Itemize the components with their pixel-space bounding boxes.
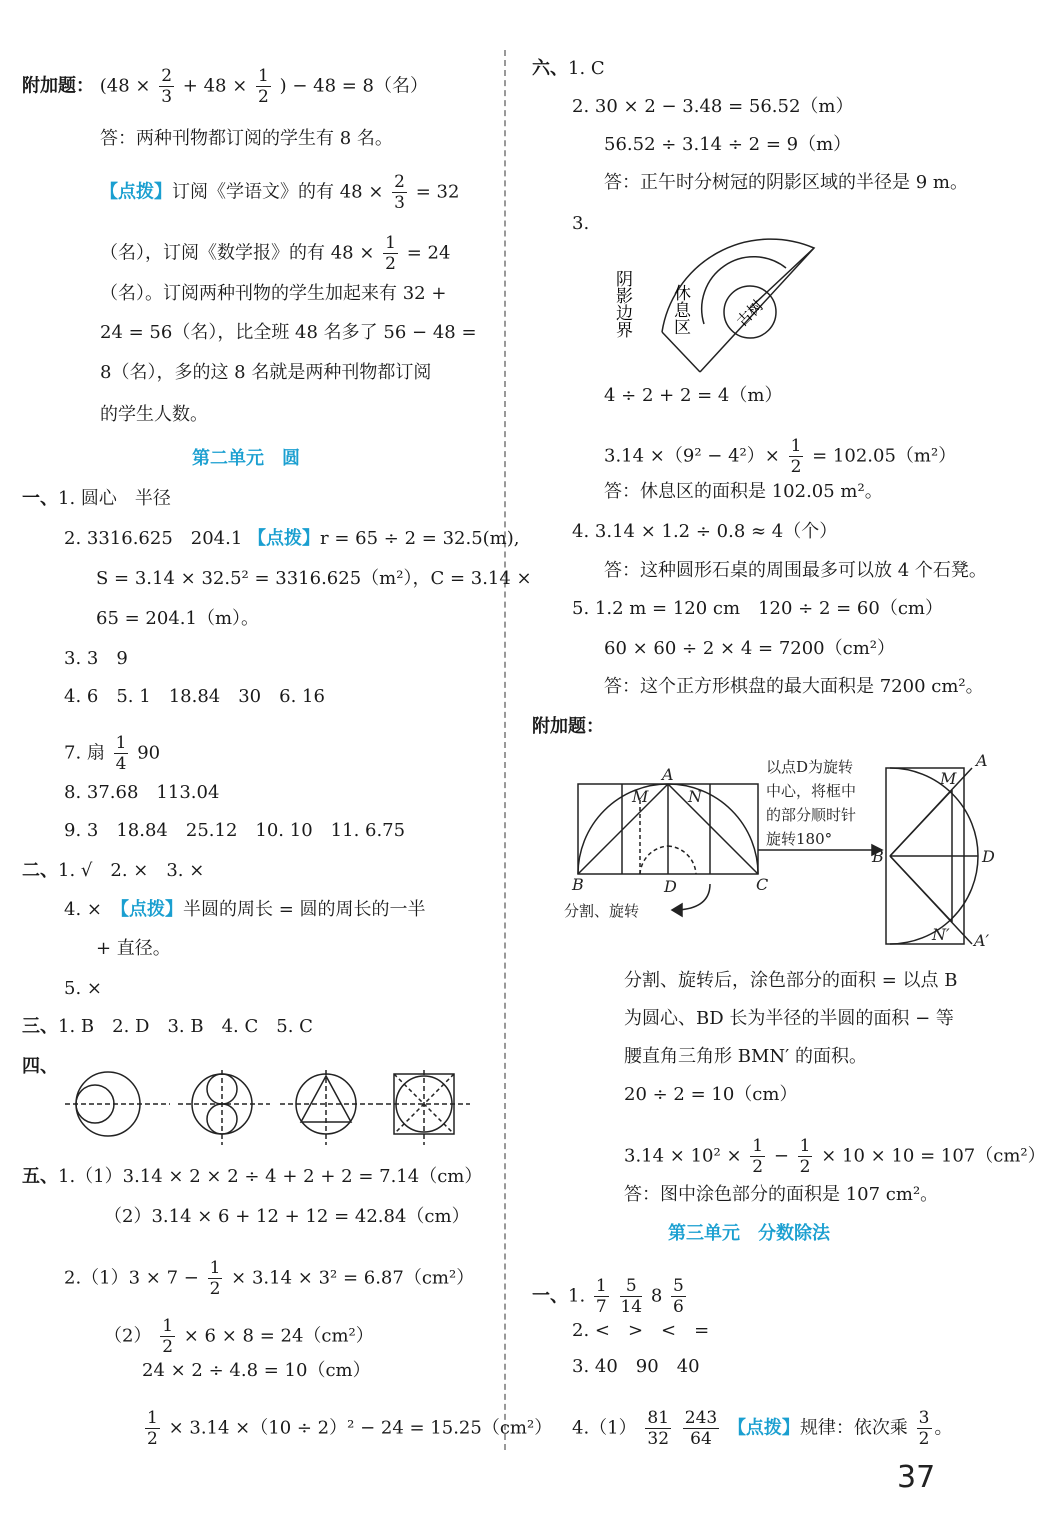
label-B2: B <box>872 847 884 866</box>
fraction: $\frac{1}{2}$ <box>790 436 802 477</box>
fig-label-rest: 休息区 <box>670 284 690 335</box>
s1-q3: 3. 3 9 <box>64 648 128 669</box>
s2-q5: 5. × <box>64 978 102 999</box>
sector-edge <box>662 332 700 372</box>
line-BM <box>890 790 952 856</box>
fraction: $\frac{1}{2}$ <box>385 233 396 274</box>
s1-q2c: S = 3.14 × 32.5² = 3316.625（m²），C = 3.14 × <box>96 568 532 589</box>
hint-line: （名）。订阅两种刊物的学生加起来有 32 + <box>100 283 447 304</box>
arrow-head <box>672 904 682 916</box>
fraction: $\frac{1}{7}$ <box>595 1276 607 1317</box>
s5-q2b: （2） $\frac{1}{2}$ × 6 × 8 = 24（cm²） <box>104 1316 374 1357</box>
section-label: 五、 <box>22 1166 58 1187</box>
fraction: $\frac{81}{32}$ <box>647 1408 670 1449</box>
hint-tag: 【点拨】 <box>100 181 172 203</box>
fraction: $\frac{2}{3}$ <box>394 172 405 213</box>
split-arrow <box>678 884 710 910</box>
unit3-title: 第三单元 分数除法 <box>668 1223 830 1244</box>
note-2: 中心，将框中 <box>766 782 857 800</box>
fujia-c2: 3.14 × 10² × $\frac{1}{2}$ − $\frac{1}{2}$ × 10 × 10 = 107（cm²） <box>624 1136 1046 1177</box>
figure-square-circle <box>378 1070 470 1145</box>
s6-q5ans: 答：这个正方形棋盘的最大面积是 7200 cm²。 <box>604 676 984 697</box>
figure-triangle-arcs <box>280 1070 378 1145</box>
expr: ) − 48 = 8（名） <box>279 75 429 97</box>
s1-q4: 4. 6 5. 1 18.84 30 6. 16 <box>64 686 325 707</box>
label-D2: D <box>982 847 995 866</box>
shade-figure <box>600 212 830 382</box>
s6-q5b: 60 × 60 ÷ 2 × 4 = 7200（cm²） <box>604 638 895 659</box>
s4 <box>22 1056 58 1078</box>
section-label: 三、 <box>22 1016 58 1037</box>
label-D: D <box>664 877 677 896</box>
inner-arc-left <box>640 846 668 874</box>
fraction: $\frac{1}{2}$ <box>258 66 269 107</box>
u3-q2: 2. < > < = <box>572 1320 710 1341</box>
line-AC <box>668 784 758 874</box>
rotation-diagram <box>560 750 1000 960</box>
expr: (48 × <box>99 75 151 97</box>
fraction: $\frac{5}{6}$ <box>673 1276 684 1317</box>
label-M: M <box>632 787 649 806</box>
note-5: 分割、旋转 <box>564 902 640 920</box>
s6-q4: 4. 3.14 × 1.2 ÷ 0.8 ≈ 4（个） <box>572 521 838 542</box>
answer: 答：两种刊物都订阅的学生有 8 名。 <box>100 128 393 149</box>
hint-tag: 【点拨】 <box>248 528 321 549</box>
note-1: 以点D为旋转 <box>766 758 854 776</box>
inner-arc-right <box>668 846 696 874</box>
hint-line: 24 = 56（名），比全班 48 名多了 56 − 48 = <box>100 322 477 343</box>
fraction: $\frac{1}{2}$ <box>162 1316 174 1357</box>
s6-q5a: 5. 1.2 m = 120 cm 120 ÷ 2 = 60（cm） <box>572 598 943 619</box>
s6-q3: 3. <box>572 213 590 234</box>
fraction: $\frac{3}{2}$ <box>918 1408 930 1449</box>
note-4: 旋转180° <box>766 830 833 848</box>
label-A: A <box>662 765 674 784</box>
fig-label-boundary: 阴影边界 <box>612 270 632 338</box>
fraction: $\frac{1}{4}$ <box>115 733 127 774</box>
label-M2: M <box>940 769 957 788</box>
s1-q9: 9. 3 18.84 25.12 10. 10 11. 6.75 <box>64 820 406 841</box>
section-label: 一、 <box>22 488 58 509</box>
fraction: $\frac{1}{2}$ <box>147 1408 158 1449</box>
hint-tag: 【点拨】 <box>119 899 183 920</box>
fujia-p2: 为圆心、BD 长为半径的半圆的面积 − 等 <box>624 1008 954 1029</box>
s5-q2a: 2.（1）3 × 7 − $\frac{1}{2}$ × 3.14 × 3² = 6.87（cm²） <box>64 1258 475 1299</box>
s5-q1a: 五、1.（1）3.14 × 2 × 2 ÷ 4 + 2 + 2 = 7.14（cm） <box>22 1166 483 1187</box>
expr: + 48 × <box>182 75 248 97</box>
s5-q2d: $\frac{1}{2}$ × 3.14 ×（10 ÷ 2）² − 24 = 15.25（cm²） <box>147 1408 553 1449</box>
label-N: N <box>688 787 702 806</box>
label-Ap: A′ <box>974 931 990 950</box>
hint-tag: 【点拨】 <box>727 1417 800 1439</box>
fraction: $\frac{1}{2}$ <box>209 1258 221 1299</box>
label-Np: N′ <box>932 925 950 944</box>
fujia-c1: 20 ÷ 2 = 10（cm） <box>624 1084 798 1105</box>
hint-line: 的学生人数。 <box>100 404 208 425</box>
s1-q8: 8. 37.68 113.04 <box>64 782 220 803</box>
figure-circle-inner <box>65 1072 170 1136</box>
fujia-p3: 腰直角三角形 BMN′ 的面积。 <box>624 1046 867 1067</box>
s6-q3a: 4 ÷ 2 + 2 = 4（m） <box>604 385 783 406</box>
s2-q1: 二、1. √ 2. × 3. × <box>22 860 205 881</box>
u3-q4: 4.（1） $\frac{81}{32}$ $\frac{243}{64}$ 【点拨】规律：依次乘 $\frac{3}{2}$ 。 <box>572 1408 953 1449</box>
s1-q2d: 65 = 204.1（m）。 <box>96 608 260 629</box>
fraction: $\frac{243}{64}$ <box>684 1408 718 1449</box>
s2-q4c: + 直径。 <box>96 938 171 959</box>
u3-q3: 3. 40 90 40 <box>572 1356 700 1377</box>
s5-q1b: （2）3.14 × 6 + 12 + 12 = 42.84（cm） <box>104 1206 470 1227</box>
unit2-title: 第二单元 圆 <box>192 448 300 469</box>
s3: 三、1. B 2. D 3. B 4. C 5. C <box>22 1016 313 1037</box>
fujia-label: 附加题： <box>22 75 94 97</box>
label-B: B <box>572 875 584 894</box>
s4-figures <box>60 1070 480 1150</box>
hint-line: （名），订阅《数学报》的有 48 × $\frac{1}{2}$ = 24 <box>100 233 451 274</box>
s6-q1: 六、1. C <box>532 58 605 79</box>
section-label: 六、 <box>532 58 568 79</box>
hint-line: 8（名），多的这 8 名就是两种刊物都订阅 <box>100 362 432 383</box>
line-BA <box>578 784 668 874</box>
hint-line: 【点拨】订阅《学语文》的有 48 × $\frac{2}{3}$ = 32 <box>100 172 460 213</box>
fujia-ans: 答：图中涂色部分的面积是 107 cm²。 <box>624 1184 939 1205</box>
page-number: 37 <box>897 1460 936 1495</box>
s5-q2c: 24 × 2 ÷ 4.8 = 10（cm） <box>142 1360 371 1381</box>
s2-q4: 4. × 【点拨】半圆的周长 = 圆的周长的一半 <box>64 899 426 920</box>
s6-q3ans: 答：休息区的面积是 102.05 m²。 <box>604 481 883 502</box>
s6-q4ans: 答：这种圆形石桌的周围最多可以放 4 个石凳。 <box>604 560 987 581</box>
fraction: $\frac{2}{3}$ <box>161 66 173 107</box>
right-fujia-label: 附加题： <box>532 716 604 737</box>
s1-q2: 2. 3316.625 204.1 【点拨】r = 65 ÷ 2 = 32.5(m), <box>64 528 520 549</box>
s1-q1: 一、1. 圆心 半径 <box>22 488 171 509</box>
section-label: 一、 <box>532 1285 568 1307</box>
figure-circle-two-small <box>178 1070 270 1145</box>
s1-q7: 7. 扇 $\frac{1}{4}$ 90 <box>64 733 161 774</box>
s6-q2a: 2. 30 × 2 − 3.48 = 56.52（m） <box>572 96 854 117</box>
s6-q2ans: 答：正午时分树冠的阴影区域的半径是 9 m。 <box>604 172 968 193</box>
s6-q3b: 3.14 ×（9² − 4²）× $\frac{1}{2}$ = 102.05（m²） <box>604 436 957 477</box>
line-BNp <box>890 856 952 922</box>
left-fujia-line <box>22 66 428 107</box>
section-label: 四、 <box>22 1056 58 1077</box>
note-3: 的部分顺时针 <box>766 806 857 824</box>
label-C: C <box>756 875 769 894</box>
s6-q2b: 56.52 ÷ 3.14 ÷ 2 = 9（m） <box>604 134 852 155</box>
fig-label-tree: 古树 <box>733 296 767 331</box>
fraction: $\frac{1}{2}$ <box>799 1136 811 1177</box>
label-A2: A <box>976 751 988 770</box>
fujia-p1: 分割、旋转后，涂色部分的面积 = 以点 B <box>624 970 958 991</box>
section-label: 二、 <box>22 860 58 881</box>
fraction: $\frac{1}{2}$ <box>752 1136 764 1177</box>
fraction: $\frac{5}{14}$ <box>620 1276 643 1317</box>
u3-q1: 一、1. $\frac{1}{7}$ $\frac{5}{14}$ 8 $\frac{5}{6}$ <box>532 1276 684 1317</box>
column-divider <box>504 50 506 1450</box>
